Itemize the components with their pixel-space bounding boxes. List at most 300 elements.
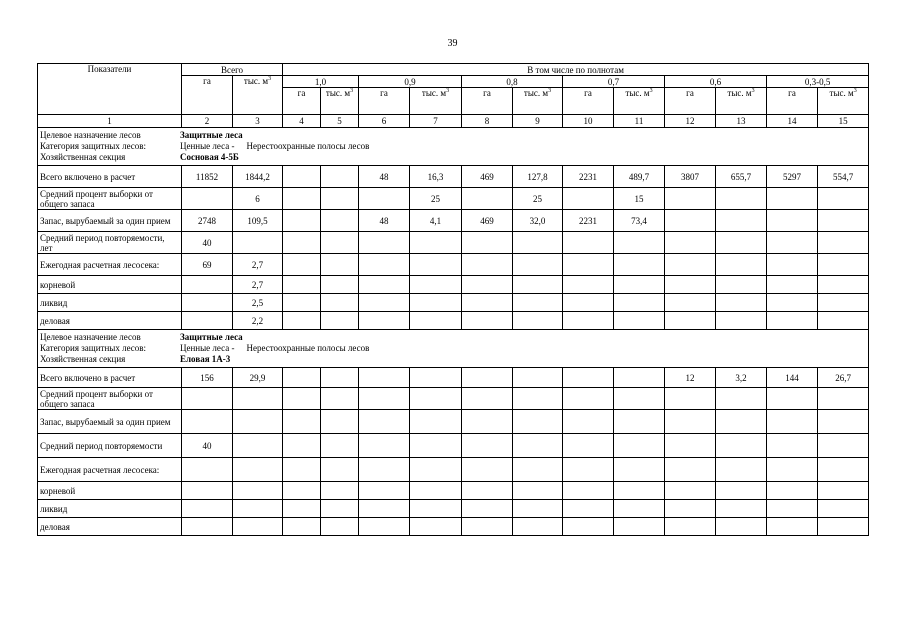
- table-cell: [767, 388, 818, 410]
- table-cell: [283, 210, 321, 232]
- table-cell: 48: [359, 210, 410, 232]
- table-cell: [563, 410, 614, 434]
- table-cell: [182, 188, 233, 210]
- column-number: 5: [321, 115, 359, 128]
- table-cell: 15: [614, 188, 665, 210]
- header-density-1: 1,0: [283, 76, 359, 88]
- table-cell: [563, 276, 614, 294]
- table-cell: [321, 188, 359, 210]
- table-cell: [182, 276, 233, 294]
- table-cell: [410, 388, 462, 410]
- table-cell: [462, 276, 513, 294]
- category-value-detail: Нерестоохранные полосы лесов: [246, 343, 370, 353]
- table-cell: [716, 388, 767, 410]
- table-cell: [283, 276, 321, 294]
- section-header: [38, 330, 869, 368]
- table-cell: [233, 434, 283, 458]
- table-cell: 12: [665, 368, 716, 388]
- row-label: Средний процент выборки от общего запаса: [38, 188, 182, 210]
- table-cell: [410, 254, 462, 276]
- subheader-ha: га: [563, 88, 614, 115]
- table-cell: 73,4: [614, 210, 665, 232]
- table-cell: 127,8: [513, 166, 563, 188]
- section-label: Хозяйственная секция: [40, 152, 126, 162]
- column-number: 7: [410, 115, 462, 128]
- table-cell: [410, 518, 462, 536]
- table-cell: [665, 254, 716, 276]
- table-cell: [462, 312, 513, 330]
- table-cell: [283, 434, 321, 458]
- table-cell: [283, 254, 321, 276]
- table-cell: [410, 500, 462, 518]
- column-number: 6: [359, 115, 410, 128]
- table-cell: 156: [182, 368, 233, 388]
- row-label: Всего включено в расчет: [38, 368, 182, 388]
- table-cell: [614, 518, 665, 536]
- table-cell: [410, 482, 462, 500]
- subheader-ha: га: [359, 88, 410, 115]
- table-cell: [716, 458, 767, 482]
- row-label: деловая: [38, 312, 182, 330]
- table-cell: [321, 482, 359, 500]
- column-number: 9: [513, 115, 563, 128]
- table-cell: [818, 388, 869, 410]
- table-cell: [513, 410, 563, 434]
- table-cell: [767, 434, 818, 458]
- table-cell: [513, 434, 563, 458]
- table-cell: [182, 458, 233, 482]
- table-cell: [716, 518, 767, 536]
- table-cell: [614, 482, 665, 500]
- table-cell: [665, 232, 716, 254]
- table-cell: 469: [462, 166, 513, 188]
- subheader-volume: тыс. $м^3$: [818, 88, 869, 115]
- table-row: [38, 368, 869, 388]
- table-cell: [462, 458, 513, 482]
- table-cell: [767, 188, 818, 210]
- table-cell: [563, 312, 614, 330]
- table-cell: [462, 294, 513, 312]
- row-label: Запас, вырубаемый за один прием: [38, 210, 182, 232]
- table-cell: [818, 210, 869, 232]
- column-number: 14: [767, 115, 818, 128]
- table-cell: [665, 410, 716, 434]
- table-cell: [767, 312, 818, 330]
- table-cell: [563, 254, 614, 276]
- column-number: 3: [233, 115, 283, 128]
- header-density-3: 0,8: [462, 76, 563, 88]
- table-cell: [716, 276, 767, 294]
- table-cell: [513, 254, 563, 276]
- table-cell: [283, 232, 321, 254]
- table-cell: [359, 410, 410, 434]
- table-cell: [818, 518, 869, 536]
- column-number: 12: [665, 115, 716, 128]
- row-label: Ежегодная расчетная лесосека:: [38, 458, 182, 482]
- table-cell: [410, 232, 462, 254]
- table-row: [38, 254, 869, 276]
- table-cell: [321, 210, 359, 232]
- table-cell: [716, 294, 767, 312]
- table-cell: [359, 482, 410, 500]
- table-cell: [513, 518, 563, 536]
- table-cell: [665, 210, 716, 232]
- page-number: 39: [447, 38, 458, 49]
- table-cell: [818, 500, 869, 518]
- table-cell: [513, 500, 563, 518]
- column-number: 10: [563, 115, 614, 128]
- table-row: [38, 210, 869, 232]
- table-cell: [283, 188, 321, 210]
- column-number: 8: [462, 115, 513, 128]
- header-density-5: 0,6: [665, 76, 767, 88]
- table-cell: [563, 368, 614, 388]
- table-cell: [321, 294, 359, 312]
- section-value: Сосновая 4-5Б: [180, 152, 239, 162]
- category-label: Категория защитных лесов:: [40, 141, 147, 151]
- table-cell: [716, 210, 767, 232]
- table-cell: [563, 500, 614, 518]
- column-number: 4: [283, 115, 321, 128]
- table-cell: [462, 188, 513, 210]
- table-cell: [233, 232, 283, 254]
- table-cell: [614, 232, 665, 254]
- table-cell: [321, 368, 359, 388]
- table-cell: [513, 294, 563, 312]
- table-cell: 16,3: [410, 166, 462, 188]
- table-cell: [818, 410, 869, 434]
- table-cell: [410, 312, 462, 330]
- table-row: [38, 388, 869, 410]
- table-row: [38, 188, 869, 210]
- table-cell: 11852: [182, 166, 233, 188]
- table-cell: 25: [513, 188, 563, 210]
- table-cell: [563, 518, 614, 536]
- table-cell: [767, 500, 818, 518]
- table-row: [38, 434, 869, 458]
- header-density-4: 0,7: [563, 76, 665, 88]
- table-row: [38, 482, 869, 500]
- table-cell: [283, 388, 321, 410]
- column-number: 2: [182, 115, 233, 128]
- table-cell: [321, 232, 359, 254]
- table-cell: [614, 312, 665, 330]
- table-cell: 40: [182, 232, 233, 254]
- table-cell: [462, 482, 513, 500]
- table-cell: [614, 294, 665, 312]
- row-label: Средний период повторяемости: [38, 434, 182, 458]
- table-cell: [182, 482, 233, 500]
- table-cell: 2,7: [233, 254, 283, 276]
- purpose-label: Целевое назначение лесов: [40, 332, 141, 342]
- table-cell: [182, 518, 233, 536]
- table-cell: [233, 458, 283, 482]
- table-cell: [513, 482, 563, 500]
- table-row: [38, 166, 869, 188]
- table-cell: [665, 312, 716, 330]
- table-cell: [513, 368, 563, 388]
- table-cell: [233, 500, 283, 518]
- table-cell: 469: [462, 210, 513, 232]
- table-cell: [767, 232, 818, 254]
- section-header: [38, 128, 869, 166]
- table-cell: [321, 276, 359, 294]
- section-label: Хозяйственная секция: [40, 354, 126, 364]
- table-cell: [767, 210, 818, 232]
- table-cell: [321, 410, 359, 434]
- table-cell: 3,2: [716, 368, 767, 388]
- purpose-label: Целевое назначение лесов: [40, 130, 141, 140]
- header-total-volume: тыс. $м^3$: [233, 76, 283, 115]
- category-value: Ценные леса -: [180, 141, 235, 151]
- table-cell: [321, 500, 359, 518]
- table-cell: [321, 312, 359, 330]
- table-cell: [818, 276, 869, 294]
- purpose-value: Защитные леса: [180, 130, 243, 140]
- header-density-6: 0,3-0,5: [767, 76, 869, 88]
- subheader-ha: га: [462, 88, 513, 115]
- table-cell: [665, 388, 716, 410]
- table-cell: [767, 458, 818, 482]
- row-label: деловая: [38, 518, 182, 536]
- subheader-volume: тыс. $м^3$: [410, 88, 462, 115]
- table-cell: [513, 276, 563, 294]
- table-cell: 6: [233, 188, 283, 210]
- table-cell: [321, 254, 359, 276]
- table-cell: [818, 434, 869, 458]
- table-cell: [818, 458, 869, 482]
- table-cell: [359, 458, 410, 482]
- table-cell: [665, 458, 716, 482]
- table-cell: 2,7: [233, 276, 283, 294]
- table-row: [38, 518, 869, 536]
- table-cell: [665, 294, 716, 312]
- table-cell: [283, 410, 321, 434]
- table-cell: 5297: [767, 166, 818, 188]
- table-cell: [513, 388, 563, 410]
- row-label: Средний процент выборки от общего запаса: [38, 388, 182, 410]
- table-cell: [182, 388, 233, 410]
- header-density-2: 0,9: [359, 76, 462, 88]
- table-cell: [767, 294, 818, 312]
- table-cell: [462, 368, 513, 388]
- table-cell: [462, 518, 513, 536]
- table-cell: [359, 294, 410, 312]
- category-value: Ценные леса -: [180, 343, 235, 353]
- table-cell: [716, 188, 767, 210]
- table-cell: 3807: [665, 166, 716, 188]
- table-cell: [767, 276, 818, 294]
- column-number: 15: [818, 115, 869, 128]
- table-cell: [283, 294, 321, 312]
- table-cell: [233, 410, 283, 434]
- table-cell: [818, 232, 869, 254]
- table-cell: 25: [410, 188, 462, 210]
- table-cell: [614, 368, 665, 388]
- row-label: корневой: [38, 482, 182, 500]
- table-cell: [614, 388, 665, 410]
- table-cell: 1844,2: [233, 166, 283, 188]
- table-cell: [182, 312, 233, 330]
- table-cell: [283, 312, 321, 330]
- table-cell: [563, 188, 614, 210]
- table-cell: [321, 388, 359, 410]
- header-total-ha: га: [182, 76, 233, 115]
- row-label: Всего включено в расчет: [38, 166, 182, 188]
- table-cell: [665, 482, 716, 500]
- table-cell: 29,9: [233, 368, 283, 388]
- subheader-ha: га: [283, 88, 321, 115]
- table-cell: [513, 232, 563, 254]
- table-cell: [767, 254, 818, 276]
- table-cell: [283, 368, 321, 388]
- table-cell: [716, 500, 767, 518]
- table-cell: [818, 294, 869, 312]
- table-cell: [321, 518, 359, 536]
- table-cell: [359, 518, 410, 536]
- table-cell: [563, 482, 614, 500]
- table-cell: [359, 312, 410, 330]
- subheader-ha: га: [767, 88, 818, 115]
- table-cell: [563, 458, 614, 482]
- table-cell: [665, 518, 716, 536]
- section-value: Еловая 1А-3: [180, 354, 231, 364]
- table-cell: [563, 434, 614, 458]
- table-cell: [767, 518, 818, 536]
- table-cell: [359, 188, 410, 210]
- table-cell: [233, 482, 283, 500]
- column-number: 1: [38, 115, 182, 128]
- subheader-volume: тыс. $м^3$: [321, 88, 359, 115]
- table-cell: [359, 254, 410, 276]
- column-number: 13: [716, 115, 767, 128]
- table-cell: [462, 388, 513, 410]
- table-cell: [614, 254, 665, 276]
- column-number: 11: [614, 115, 665, 128]
- table-cell: [410, 410, 462, 434]
- table-cell: [359, 232, 410, 254]
- category-label: Категория защитных лесов:: [40, 343, 147, 353]
- table-cell: [716, 312, 767, 330]
- table-cell: 32,0: [513, 210, 563, 232]
- header-by-density: В том числе по полнотам: [283, 64, 869, 76]
- category-value-detail: Нерестоохранные полосы лесов: [246, 141, 370, 151]
- table-cell: 554,7: [818, 166, 869, 188]
- table-cell: [563, 388, 614, 410]
- table-cell: [410, 294, 462, 312]
- table-cell: [233, 518, 283, 536]
- table-cell: [410, 276, 462, 294]
- table-cell: [818, 312, 869, 330]
- table-cell: [462, 434, 513, 458]
- subheader-volume: тыс. $м^3$: [716, 88, 767, 115]
- table-cell: [614, 276, 665, 294]
- table-cell: [818, 254, 869, 276]
- table-cell: 489,7: [614, 166, 665, 188]
- table-cell: [283, 166, 321, 188]
- table-cell: [283, 518, 321, 536]
- table-cell: [462, 410, 513, 434]
- table-cell: [321, 166, 359, 188]
- table-cell: 69: [182, 254, 233, 276]
- table-cell: [359, 434, 410, 458]
- table-cell: [563, 294, 614, 312]
- table-cell: [513, 458, 563, 482]
- table-cell: 48: [359, 166, 410, 188]
- table-cell: [614, 434, 665, 458]
- row-label: Ежегодная расчетная лесосека:: [38, 254, 182, 276]
- table-cell: [767, 482, 818, 500]
- purpose-value: Защитные леса: [180, 332, 243, 342]
- table-cell: 2748: [182, 210, 233, 232]
- subheader-ha: га: [665, 88, 716, 115]
- table-row: [38, 410, 869, 434]
- table-cell: 655,7: [716, 166, 767, 188]
- row-label: Запас, вырубаемый за один прием: [38, 410, 182, 434]
- table-row: [38, 458, 869, 482]
- table-cell: 2,5: [233, 294, 283, 312]
- table-cell: [716, 482, 767, 500]
- header-total: Всего: [182, 64, 283, 76]
- subheader-volume: тыс. $м^3$: [614, 88, 665, 115]
- row-label: ликвид: [38, 500, 182, 518]
- table-cell: [182, 294, 233, 312]
- table-cell: 144: [767, 368, 818, 388]
- table-cell: [716, 254, 767, 276]
- table-cell: [665, 188, 716, 210]
- table-cell: [614, 410, 665, 434]
- table-cell: [233, 388, 283, 410]
- table-cell: [665, 500, 716, 518]
- table-row: [38, 312, 869, 330]
- table-cell: [410, 368, 462, 388]
- subheader-volume: тыс. $м^3$: [513, 88, 563, 115]
- table-cell: [818, 482, 869, 500]
- table-cell: [716, 232, 767, 254]
- table-cell: [462, 254, 513, 276]
- table-cell: 109,5: [233, 210, 283, 232]
- table-cell: 2,2: [233, 312, 283, 330]
- table-cell: [665, 434, 716, 458]
- table-cell: [283, 482, 321, 500]
- table-cell: [359, 368, 410, 388]
- table-cell: [563, 232, 614, 254]
- table-cell: 40: [182, 434, 233, 458]
- table-cell: [614, 458, 665, 482]
- table-cell: [359, 276, 410, 294]
- table-cell: 26,7: [818, 368, 869, 388]
- table-cell: 2231: [563, 166, 614, 188]
- table-cell: [513, 312, 563, 330]
- row-label: корневой: [38, 276, 182, 294]
- table-cell: [462, 232, 513, 254]
- table-cell: [359, 500, 410, 518]
- table-cell: [614, 500, 665, 518]
- table-row: [38, 232, 869, 254]
- table-cell: [665, 276, 716, 294]
- table-cell: [462, 500, 513, 518]
- row-label: Средний период повторяемости, лет: [38, 232, 182, 254]
- table-cell: [767, 410, 818, 434]
- table-row: [38, 500, 869, 518]
- table-cell: [283, 500, 321, 518]
- table-cell: [716, 410, 767, 434]
- table-row: [38, 294, 869, 312]
- harvest-calculation-table: [37, 63, 869, 536]
- table-cell: 2231: [563, 210, 614, 232]
- table-row: [38, 276, 869, 294]
- table-cell: [410, 458, 462, 482]
